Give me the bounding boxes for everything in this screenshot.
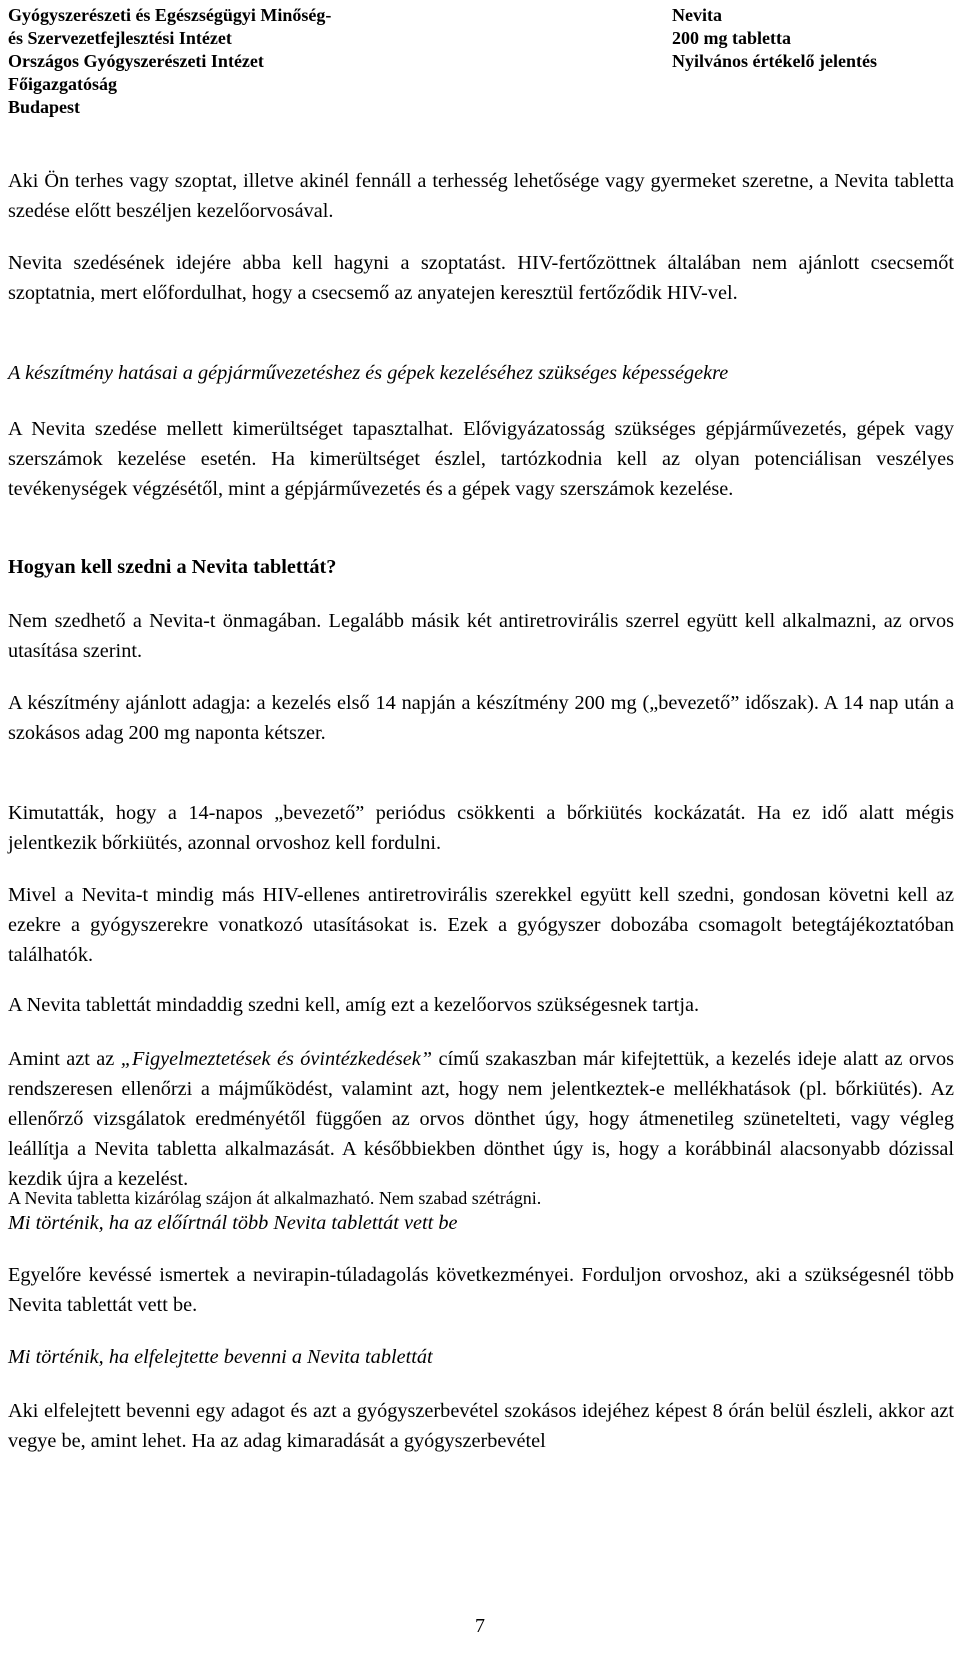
header-right-line: Nyilvános értékelő jelentés (672, 51, 877, 71)
header-left-line: Országos Gyógyszerészeti Intézet (8, 51, 264, 71)
paragraph-text: Kimutatták, hogy a 14-napos „bevezető” periódus csökkenti a bőrkiütés kockázatát. Ha ez idő alatt mégis jelentkezik bőrkiütés, azonnal orvoshoz kell fordulni. (8, 802, 954, 854)
header-product (672, 4, 877, 73)
paragraph-text: Mivel a Nevita-t mindig más HIV-ellenes antiretrovirális szerekkel együtt kell szedni, gondosan követni kell az ezekre a gyógyszerekre vonatkozó utasításokat is. Ezek a gyógyszer dobozába csomagolt betegtájékoztatóban találhatók. (8, 884, 954, 966)
paragraph-text: Aki elfelejtett bevenni egy adagot és azt a gyógyszerbevétel szokásos idejéhez képest 8 órán belül észleli, akkor azt vegye be, amint lehet. Ha az adag kimaradását a gyógyszerbevétel (8, 1400, 954, 1452)
header-left-line: Budapest (8, 97, 81, 117)
paragraph-text: Egyelőre kevéssé ismertek a nevirapin-túladagolás következményei. Forduljon orvoshoz, aki a szükségesnél több Nevita tablettát vett be. (8, 1264, 954, 1316)
paragraph-missed-dose (8, 1396, 954, 1456)
paragraph-text: Nem szedhető a Nevita-t önmagában. Legalább másik két antiretrovirális szerrel együtt kell alkalmazni, az orvos utasítása szerint. (8, 610, 954, 662)
paragraph-pregnancy (8, 166, 954, 226)
paragraph-text: A Nevita szedése mellett kimerültséget tapasztalhat. Elővigyázatosság szükséges gépjárművezetés, gépek vagy szerszámok kezelése esetén. Ha kimerültséget észlel, tartózkodnia kell az olyan potenciálisan veszélyes tevékenységek végzésétől, mint a gépjárművezetés és a gépek vagy szerszámok kezelése. (8, 418, 954, 500)
header-right-line: 200 mg tabletta (672, 28, 791, 48)
section-heading-driving (8, 358, 954, 388)
paragraph-overdose (8, 1260, 954, 1320)
paragraph-text: A készítmény ajánlott adagja: a kezelés első 14 napján a készítmény 200 mg („bevezető” időszak). A 14 nap után a szokásos adag 200 mg naponta kétszer. (8, 692, 954, 744)
paragraph-text-start: Amint azt az (8, 1048, 121, 1070)
header-left-line: Gyógyszerészeti és Egészségügyi Minőség- (8, 5, 332, 25)
section-heading-overdose (8, 1208, 954, 1238)
paragraph-recommended-dose (8, 688, 954, 748)
paragraph-lead-in (8, 798, 954, 858)
paragraph-text: A Nevita tabletta kizárólag szájon át alkalmazható. Nem szabad szétrágni. (8, 1188, 542, 1208)
paragraph-breastfeeding (8, 248, 954, 308)
paragraph-other-antiretrovirals (8, 880, 954, 970)
section-heading: A készítmény hatásai a gépjárművezetéshez és gépek kezeléséhez szükséges képességekre (8, 362, 729, 384)
header-right-line: Nevita (672, 5, 722, 25)
paragraph-driving (8, 414, 954, 504)
section-heading: Mi történik, ha elfelejtette bevenni a Nevita tablettát (8, 1346, 433, 1368)
section-heading: Mi történik, ha az előírtnál több Nevita tablettát vett be (8, 1212, 458, 1234)
paragraph-administration (8, 1186, 954, 1210)
header-left-line: és Szervezetfejlesztési Intézet (8, 28, 232, 48)
section-heading-missed-dose (8, 1342, 954, 1372)
paragraph-text: A Nevita tablettát mindaddig szedni kell, amíg ezt a kezelőorvos szükségesnek tartja. (8, 994, 700, 1016)
paragraph-text: Nevita szedésének idejére abba kell hagyni a szoptatást. HIV-fertőzöttnek általában nem ajánlott csecsemőt szoptatnia, mert előfordulhat, hogy a csecsemő az anyatejen keresztül fertőződik HIV-vel. (8, 252, 954, 304)
paragraph-text (8, 1044, 954, 1194)
section-reference: „Figyelmeztetések és óvintézkedések” (120, 1048, 433, 1070)
paragraph-combination (8, 606, 954, 666)
page-header (8, 4, 952, 124)
paragraph-duration (8, 990, 954, 1020)
paragraph-text: Aki Ön terhes vagy szoptat, illetve akinél fennáll a terhesség lehetősége vagy gyermeket szeretne, a Nevita tabletta szedése előtt beszéljen kezelőorvosával. (8, 170, 954, 222)
paragraph-monitoring (8, 1044, 954, 1194)
page-number: 7 (475, 1615, 485, 1637)
header-institution (8, 4, 331, 119)
section-heading: Hogyan kell szedni a Nevita tablettát? (8, 556, 337, 578)
section-heading-dosage (8, 552, 954, 582)
header-left-line: Főigazgatóság (8, 74, 117, 94)
paragraph-text-end: című szakaszban már kifejtettük, a kezelés ideje alatt az orvos rendszeresen ellenőrzi a májműködést, valamint azt, hogy nem jelentkeztek-e mellékhatások (pl. bőrkiütés). Az ellenőrző vizsgálatok eredményétől függően az orvos dönthet úgy, hogy átmenetileg szünetelteti, vagy végleg leállítja a Nevita tabletta alkalmazását. A későbbiekben dönthet úgy is, hogy a korábbinál alacsonyabb dózissal kezdik újra a kezelést. (8, 1048, 954, 1190)
